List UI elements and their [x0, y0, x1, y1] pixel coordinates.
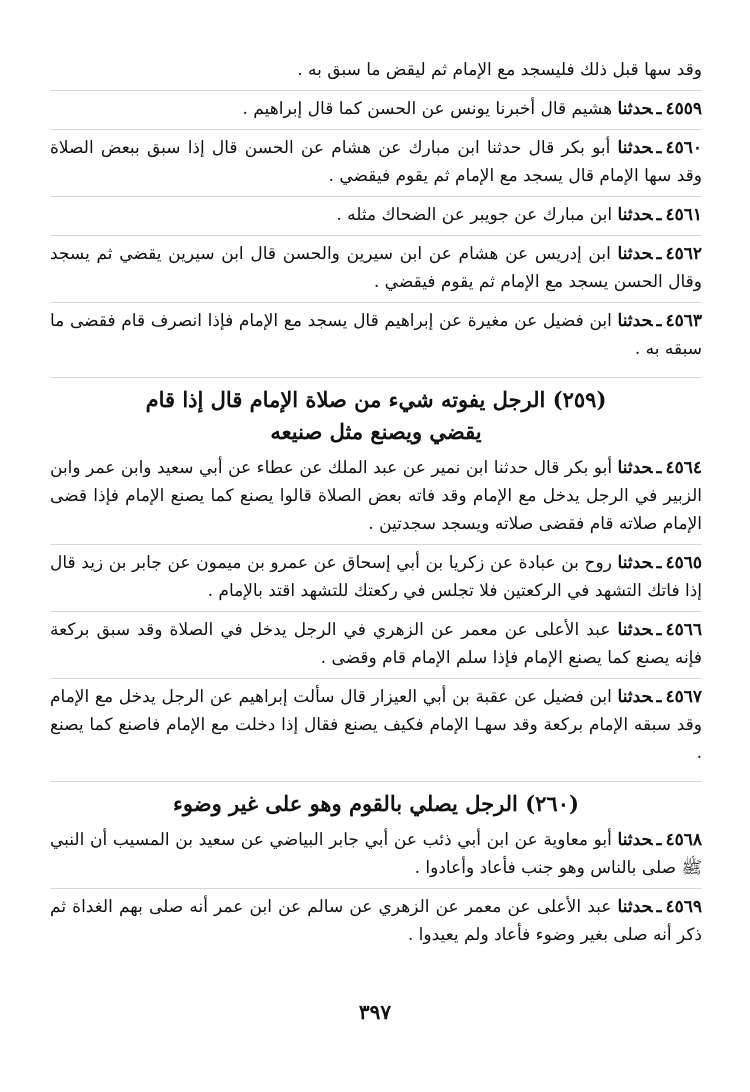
hadith-paragraph-4568	[50, 826, 702, 882]
dash-separator: ـ	[656, 99, 662, 119]
dash-separator: ـ	[656, 205, 662, 225]
hadith-number: ٤٥٦٨	[665, 830, 702, 850]
hadith-text: ابن فضيل عن مغيرة عن إبراهيم قال يسجد مع الإمام فإذا انصرف قام فقضى ما سبقه به .	[50, 311, 702, 359]
hadith-text: ابن إدريس عن هشام عن ابن سيرين والحسن قال ابن سيرين يقضي ثم يسجد وقال الحسن يسجد مع الإمام ثم يقوم فيقضي .	[50, 244, 702, 292]
hadith-number: ٤٥٥٩	[665, 99, 702, 119]
hadith-lead-word: حدثنا	[617, 244, 653, 264]
hadith-paragraph-continuation	[50, 56, 702, 84]
hadith-text: ابن مبارك عن جويبر عن الضحاك مثله .	[336, 205, 613, 225]
hadith-text: أبو بكر قال حدثنا ابن مبارك عن هشام عن الحسن قال إذا سبق ببعض الصلاة وقد سها الإمام قال يسجد مع الإمام ثم يقوم فيقضي .	[50, 138, 702, 186]
hadith-paragraph-4560	[50, 129, 702, 190]
hadith-paragraph-4566	[50, 611, 702, 672]
dash-separator: ـ	[656, 687, 662, 707]
hadith-lead-word: حدثنا	[617, 553, 653, 573]
hadith-number: ٤٥٦١	[665, 205, 702, 225]
hadith-number: ٤٥٦٧	[665, 687, 702, 707]
hadith-lead-word: حدثنا	[617, 897, 653, 917]
hadith-lead-word: حدثنا	[617, 620, 653, 640]
hadith-paragraph-4563	[50, 302, 702, 363]
dash-separator: ـ	[656, 311, 662, 331]
hadith-text: عبد الأعلى عن معمر عن الزهري عن سالم عن ابن عمر أنه صلى بهم الغداة ثم ذكر أنه صلى بغير وضوء فأعاد ولم يعيدوا .	[50, 897, 702, 945]
dash-separator: ـ	[656, 244, 662, 264]
hadith-lead-word: حدثنا	[617, 311, 653, 331]
hadith-paragraph-4559	[50, 90, 702, 123]
hadith-lead-word: حدثنا	[617, 458, 653, 478]
dash-separator: ـ	[656, 138, 662, 158]
hadith-text: روح بن عبادة عن زكريا بن أبي إسحاق عن عمرو بن ميمون عن جابر بن زيد قال إذا فاتك التشهد في الركعتين فلا تجلس في ركعتك للتشهد اقتد بالإمام .	[50, 553, 702, 601]
hadith-text: عبد الأعلى عن معمر عن الزهري في الرجل يدخل في الصلاة وقد سبق بركعة فإنه يصنع كما يصنع الإمام فإذا سلم الإمام قام وقضى .	[50, 620, 702, 668]
hadith-paragraph-4561	[50, 196, 702, 229]
chapter-heading-line: يقضي ويصنع مثل صنيعه	[270, 419, 482, 444]
hadith-number: ٤٥٦٠	[665, 138, 703, 158]
hadith-paragraph-4562	[50, 235, 702, 296]
document-page	[50, 56, 702, 955]
hadith-text: ابن فضيل عن عقبة بن أبي العيزار قال سألت إبراهيم عن الرجل يدخل مع الإمام وقد سبقه الإمام بركعة وقد سهـا الإمام فكيف يصنع فقال إذا دخلت مع الإمام فاصنع كما يصنع .	[50, 687, 702, 763]
hadith-text: هشيم قال أخبرنا يونس عن الحسن كما قال إبراهيم .	[242, 99, 613, 119]
hadith-lead-word: حدثنا	[617, 138, 653, 158]
hadith-lead-word: حدثنا	[617, 205, 653, 225]
hadith-number: ٤٥٦٣	[665, 311, 702, 331]
dash-separator: ـ	[656, 553, 662, 573]
hadith-number: ٤٥٦٥	[665, 553, 703, 573]
chapter-heading-line: (٢٥٩) الرجل يفوته شيء من صلاة الإمام قال إذا قام	[145, 387, 607, 412]
dash-separator: ـ	[656, 620, 662, 640]
chapter-heading-line: (٢٦٠) الرجل يصلي بالقوم وهو على غير وضوء	[173, 791, 579, 816]
hadith-lead-word: حدثنا	[617, 830, 653, 850]
hadith-paragraph-4564	[50, 454, 702, 538]
chapter-heading-259	[50, 377, 702, 448]
hadith-lead-word: حدثنا	[617, 99, 653, 119]
hadith-text: وقد سها قبل ذلك فليسجد مع الإمام ثم ليقض ما سبق به .	[297, 60, 702, 80]
hadith-lead-word: حدثنا	[617, 687, 653, 707]
dash-separator: ـ	[656, 458, 662, 478]
page-number: ٣٩٧	[358, 1000, 392, 1024]
chapter-heading-260	[50, 781, 702, 820]
hadith-number: ٤٥٦٤	[665, 458, 702, 478]
hadith-number: ٤٥٦٦	[665, 620, 702, 640]
hadith-number: ٤٥٦٩	[665, 897, 703, 917]
hadith-text: أبو بكر قال حدثنا ابن نمير عن عبد الملك عن عطاء عن أبي سعيد وابن عمر وابن الزبير في الرجل يدخل مع الإمام وقد فاته بعض الصلاة قالوا يصنع كما يصنع الإمام فإذا قضى الإمام صلاته قام فقضى صلاته ويسجد سجدتين .	[50, 458, 702, 534]
hadith-text: أبو معاوية عن ابن أبي ذئب عن أبي جابر البياضي عن سعيد بن المسيب أن النبي ﷺ صلى بالناس وهو جنب فأعاد وأعادوا .	[50, 830, 702, 878]
hadith-paragraph-4567	[50, 678, 702, 767]
hadith-paragraph-4565	[50, 544, 702, 605]
dash-separator: ـ	[656, 897, 662, 917]
hadith-number: ٤٥٦٢	[665, 244, 703, 264]
hadith-paragraph-4569	[50, 888, 702, 949]
dash-separator: ـ	[656, 830, 662, 850]
